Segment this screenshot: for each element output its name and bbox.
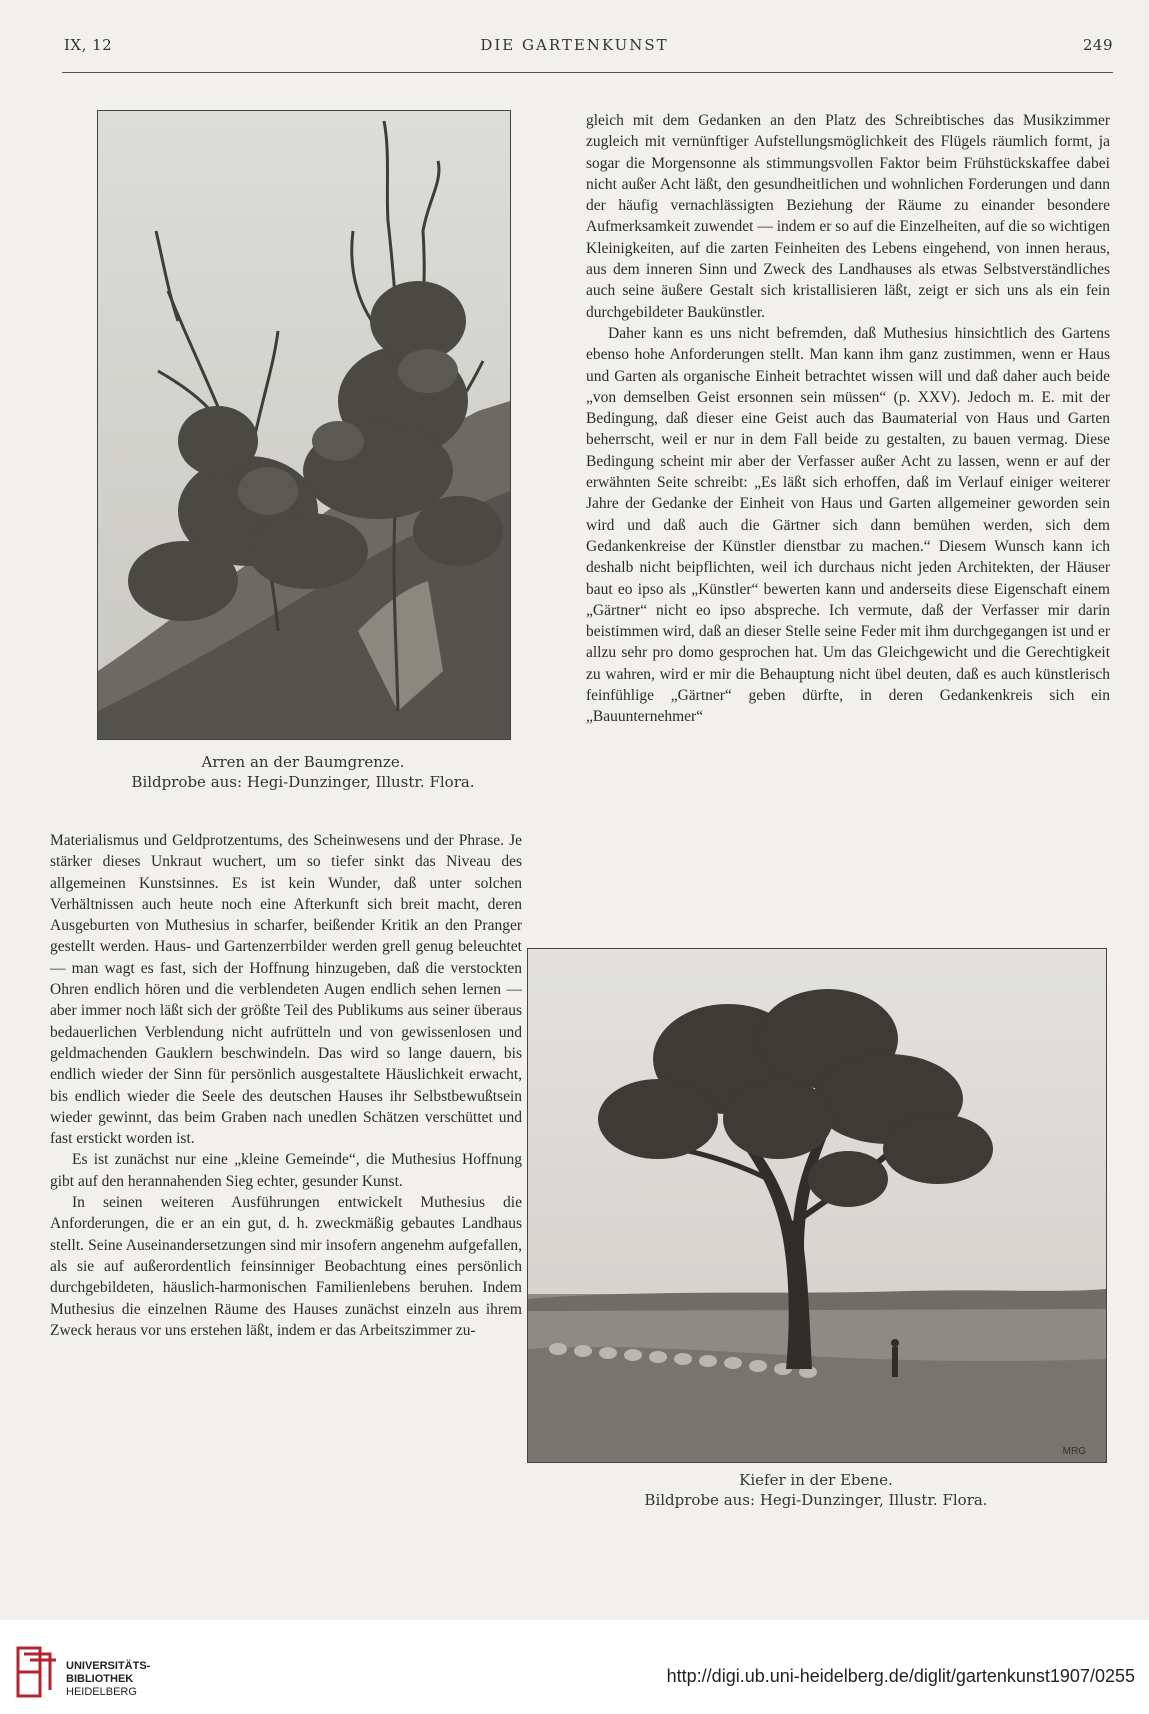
photo-arven-treeline (97, 110, 511, 740)
figure2-caption (527, 1470, 1105, 1510)
left-paragraph-1: Materialismus und Geldprotzentums, des Scheinwesens und der Phrase. Je stärker dieses Unkraut wuchert, um so tiefer sinkt das Niveau des allgemeinen Kunstsinnes. Es ist kein Wunder, daß unter solchen Verhältnissen auch heute noch eine Afterkunft sich breit macht, deren Ausgeburten von Muthesius in scharfer, beißender Kritik an den Pranger gestellt werden. Haus- und Gartenzerrbilder werden grell genug beleuchtet — man wagt es fast, sich der Hoffnung hinzugeben, daß die verstockten Ohren endlich hören und die verblendeten Augen endlich sehen lernen — aber immer noch läßt sich der größte Teil des Publikums aus seiner überaus bedauerlichen Verblendung nicht aufrütteln und von gewissenlosen und geldmachenden Gauklern beschwindeln. Das wird so lange dauern, bis endlich wieder der Sinn für persönlich ausgestaltete Häuslichkeit erwacht, bis endlich wieder die Seele des deutschen Hauses ihr Selbstbewußtsein wieder gewinnt, das beim Graben nach unedlen Schätzen verschüttet und fast erstickt worden ist. (50, 832, 522, 1148)
left-text-column (50, 830, 522, 1341)
right-text-column (586, 110, 1110, 728)
treeline-illustration (98, 111, 510, 739)
figure1-title: Arren an der Baumgrenze. (201, 753, 405, 771)
library-name-line1: UNIVERSITÄTS- (66, 1660, 151, 1672)
pine-illustration (528, 949, 1106, 1462)
journal-title: DIE GARTENKUNST (480, 36, 669, 54)
page-number: 249 (1082, 36, 1113, 54)
source-url-link[interactable]: http://digi.ub.uni-heidelberg.de/diglit/gartenkunst1907/0255 (666, 1666, 1135, 1686)
figure1-source: Bildprobe aus: Hegi-Dunzinger, Illustr. Flora. (131, 773, 475, 791)
photo-signature: MRG (1062, 1446, 1086, 1457)
right-paragraph-2: Daher kann es uns nicht befremden, daß Muthesius hinsichtlich des Gartens ebenso hohe Anforderungen stellt. Man kann ihm ganz zustimmen, wenn er Haus und Garten als organische Einheit betrachtet wissen will und daß daher auch beide „von demselben Geist ersonnen sein müssen“ (p. XXV). Jedoch m. E. mit der Bedingung, daß dieser eine Geist auch das Baumaterial von Haus und Garten beherrscht, weil er nur in dem Fall beide zu gestalten, zu bauen vermag. Diese Bedingung scheint mir aber der Verfasser außer Acht zu lassen, wenn er auf der erwähnten Seite schreibt: „Es läßt sich erhoffen, daß im Verlauf einiger weiterer Jahre der Gedanke der Einheit von Haus und Garten allgemeiner geworden sein wird und daß auch die Gärtner sich dann bemühen werden, sich dem Gedankenkreise der Künstler dienstbar zu machen.“ Diesem Wunsch kann ich deshalb nicht beipflichten, weil ich durchaus nicht jeden Architekten, der Häuser baut eo ipso als „Künstler“ bewerten kann und anderseits diese Eigenschaft einem „Gärtner“ nicht eo ipso abspreche. Ich vermute, daß der Verfasser mir darin beistimmen wird, daß an dieser Stelle seine Feder mit ihm durchgegangen ist und er allzu sehr pro domo gesprochen hat. Um das Gleichgewicht und die Gerechtigkeit zu wahren, wird er mir die Behauptung nicht übel deuten, daß es auch künstlerisch feinfühlige „Gärtner“ geben dürfte, in deren Gedankenkreis sich ein „Bauunternehmer“ (586, 324, 1110, 726)
figure1-caption (97, 752, 509, 792)
left-paragraph-2: Es ist zunächst nur eine „kleine Gemeinde“, die Muthesius Hoffnung gibt auf den herannahenden Sieg echter, gesunder Kunst. (50, 1151, 522, 1190)
header-rule (62, 72, 1113, 73)
volume-number: IX, 12 (64, 36, 113, 54)
page-footer (0, 1620, 1149, 1714)
figure2-title: Kiefer in der Ebene. (739, 1471, 893, 1489)
library-name (66, 1660, 150, 1699)
figure2-source: Bildprobe aus: Hegi-Dunzinger, Illustr. Flora. (644, 1491, 988, 1509)
library-logo-icon (10, 1640, 62, 1704)
left-paragraph-3: In seinen weiteren Ausführungen entwickelt Muthesius die Anforderungen, die er an ein gut, d. h. zweckmäßig gebautes Landhaus stellt. Seine Auseinandersetzungen sind mir insofern angenehm aufgefallen, als sie auf außerordentlich feinsinniger Beobachtung eines persönlich durchgebildeten, häuslich-harmonischen Familienlebens beruhen. Indem Muthesius die einzelnen Räume des Hauses zunächst einzeln aus ihrem Zweck heraus vor uns erstehen läßt, indem er das Arbeitszimmer zu- (50, 1194, 522, 1339)
right-paragraph-1: gleich mit dem Gedanken an den Platz des Schreibtisches das Musikzimmer zugleich mit vernünftiger Aufstellungsmöglichkeit des Flügels räumlich formt, ja sogar die Morgensonne als stimmungsvollen Faktor beim Frühstückskaffee dabei nicht außer Acht läßt, den gesundheitlichen und wohnlichen Forderungen und dann der häufig vernachlässigten Beziehung der Räume zu einander besondere Aufmerksamkeit zuwendet — indem er so auf die Einzelheiten, auf die so wichtigen Kleinigkeiten, auf die zarten Feinheiten des Lebens eingehend, von innen heraus, aus dem inneren Sinn und Zweck des Landhauses als etwas Selbstverständliches auch seine äußere Gestalt sich kristallisieren läßt, zeigt er sich uns als ein fein durchgebildeter Baukünstler. (586, 112, 1110, 321)
library-name-line2: BIBLIOTHEK (66, 1673, 134, 1685)
library-name-line3: HEIDELBERG (66, 1686, 137, 1698)
photo-pine-plain (527, 948, 1107, 1463)
